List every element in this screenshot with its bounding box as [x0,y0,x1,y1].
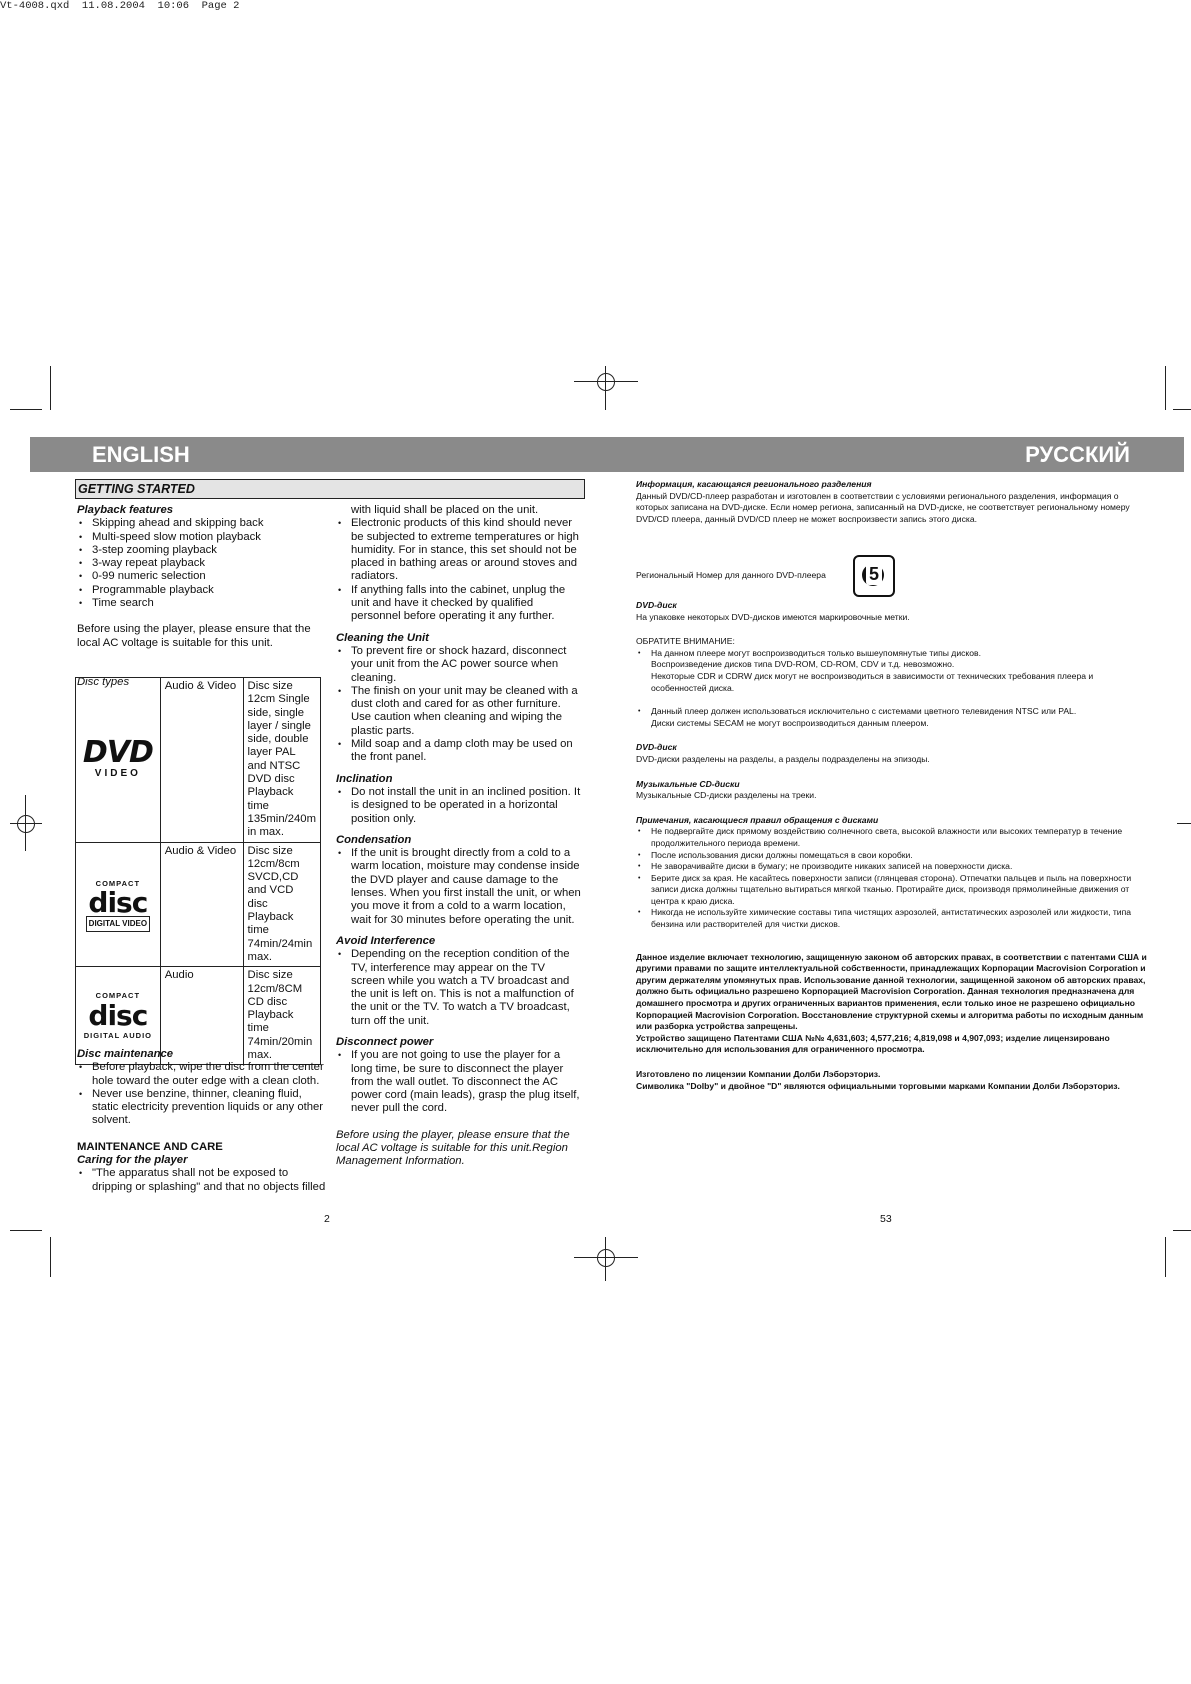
list-item: • The finish on your unit may be cleaned with a dust cloth and cared for as other furniture. Use caution when cleaning and wiping the plastic parts. [336,685,582,738]
list-item: • If the unit is brought directly from a cold to a warm location, moisture may condense inside the DVD player and cause damage to the lenses. When you first install the unit, or when you move it from a cold to a warm location, wait for 30 minutes before operating the unit. [336,847,582,927]
cleaning-list [336,645,582,765]
page-number-left: 2 [324,1213,330,1225]
disconnect-list [336,1049,582,1115]
region-globe-icon [853,555,895,597]
inclination-list [336,786,582,826]
condensation-title: Condensation [336,833,412,846]
crop-mark [1165,366,1166,410]
cd-title: Музыкальные CD-диски [636,778,740,789]
list-item: • Multi-speed slow motion playback [77,531,327,544]
list-item: • Mild soap and a damp cloth may be used on the front panel. [336,738,582,765]
list-item: • Electronic products of this kind should never be subjected to extreme temperatures or high humidity. For in stance, this set should not be placed in bathing areas or around stoves and radiators. [336,517,582,583]
disc-info-cell: Disc size 12cm Single side, single layer / single side, double layer PAL and NTSC DVD disc Playback time 135min/240m in max. [243,678,320,843]
list-item: • Данный плеер должен использоваться исключительно с системами цветного телевидения NTSC или PAL. Диски системы SECAM не могут воспроизводиться данным плеером. [636,706,1148,729]
list-item: • После использования диски должны помещаться в свои коробки. [636,850,1148,862]
english-column-2 [336,504,582,1169]
list-item: • На данном плеере могут воспроизводиться только вышеупомянутые типы дисков. Воспроизведение дисков типа DVD-ROM, CD-ROM, CDV и т.д. невозможно. Некоторые CDR и CDRW диск могут не воспроизводиться в зависимости от технических требования плеера и особенностей диска. [636,648,1148,694]
list-item: • Берите диск за края. Не касайтесь поверхности записи (глянцевая сторона). Отпечатки пальцев и пыль на поверхности записи диска должны тщательно вытираться мягкой тканью. Протирайте диск, производя прямолинейные движения от центра к краю диска. [636,873,1148,908]
list-item: • Не заворачивайте диски в бумагу; не производите никаких записей на поверхности диска. [636,861,1148,873]
disconnect-title: Disconnect power [336,1035,434,1048]
dvd2-title: DVD-диск [636,742,677,753]
voltage-note: Before using the player, please ensure that the local AC voltage is suitable for this unit. [77,623,311,649]
disc-info-cell: Disc size 12cm/8cm SVCD,CD and VCD disc Playback time 74min/24min max. [243,842,320,967]
disc-maintenance-list [77,1061,327,1127]
caring-continued: with liquid shall be placed on the unit. [351,504,539,516]
list-item: • To prevent fire or shock hazard, disconnect your unit from the AC power source when cleaning. [336,645,582,685]
file-slug: Vt-4008.qxd 11.08.2004 10:06 Page 2 [0,0,240,12]
crop-mark [1173,409,1191,410]
list-item: • Depending on the reception condition of the TV, interference may appear on the TV screen while you watch a TV broadcast and the unit is left on. This is not a malfunction of the unit or the TV. To watch a TV broadcast, turn off the unit. [336,948,582,1028]
list-item: • 3-way repeat playback [77,557,327,570]
disc-info-cell: Disc size 12cm/8CM CD disc Playback time 74min/20min max. [243,967,320,1065]
list-item: • Time search [77,597,327,610]
region-number: 5 [866,563,882,585]
region-title: Информация, касающаяся регионального разделения [636,479,872,489]
cd-text: Музыкальные CD-диски разделены на треки. [636,790,817,801]
list-item: • Never use benzine, thinner, cleaning fluid, static electricity prevention liquids or any other solvent. [77,1088,327,1128]
dvd-disc-title: DVD-диск [636,600,677,610]
language-header-band [30,437,1184,472]
list-item: • "The apparatus shall not be exposed to dripping or splashing" and that no objects filled [77,1167,327,1194]
cleaning-title: Cleaning the Unit [336,631,429,644]
disc-type-cell: Audio & Video [160,842,243,967]
interference-title: Avoid Interference [336,934,436,947]
copyright-text: Данное изделие включает технологию, защищенную законом об авторских правах, в соответствии с патентами США и другими правами по защите интеллектуальной собственности, принадлежащих Корпорации Macrovision Corporation и другим держателям упомянутых прав. Использование данной технологии, защищенной законом об авторских правах, должно быть официально разрешено Корпорацией Macrovision Corporation. Данная технология предназначена для домашнего просмотра и других ограниченных вариантов применения, если только иное не разрешено официально Корпорацией Macrovision Corporation. Восстановление структурной схемы и алгоритма работы по исходным данным или разборка устройства запрещены. [636,951,1147,1032]
dolby-line-1: Изготовлено по лицензии Компании Долби Лэборэториз. [636,1069,881,1079]
crop-mark [50,1237,51,1277]
playback-features-list [77,517,327,610]
list-item: • 0-99 numeric selection [77,570,327,583]
page-number-right: 53 [880,1213,892,1225]
disc-types-table [75,677,321,1065]
list-item: • If you are not going to use the player for a long time, be sure to disconnect the player from the wall outlet. To disconnect the AC power cord (main leads), grasp the plug itself, never pull the cord. [336,1049,582,1115]
region-number-label: Региональный Номер для данного DVD-плеера [636,570,826,580]
crop-mark [1165,1237,1166,1277]
section-title: GETTING STARTED [75,479,585,499]
list-item: • Programmable playback [77,584,327,597]
playback-features-title: Playback features [77,504,174,516]
english-column-1-lower [77,1048,327,1194]
registration-mark [1177,823,1191,824]
table-row [76,842,321,967]
russian-column-main [636,600,1148,1092]
caring-list [77,1167,327,1194]
inclination-title: Inclination [336,772,393,785]
list-item: • If anything falls into the cabinet, unplug the unit and have it checked by qualified personnel before operating it any further. [336,584,582,624]
disc-type-cell: Audio & Video [160,678,243,843]
disc-type-cell: Audio [160,967,243,1065]
crop-mark [10,409,42,410]
dvd-video-logo: DVD VIDEO [76,678,161,843]
list-item: • 3-step zooming playback [77,544,327,557]
compact-disc-digital-video-logo: COMPACT disc DIGITAL VIDEO [76,842,161,967]
dvd2-text: DVD-диски разделены на разделы, а разделы подразделены на эпизоды. [636,753,930,764]
list-item: • Skipping ahead and skipping back [77,517,327,530]
header-russian: РУССКИЙ [1025,442,1130,467]
crop-mark [50,366,51,410]
maintenance-title: MAINTENANCE AND CARE [77,1140,223,1153]
english-column-1 [77,504,327,689]
notes-title: Примечания, касающиеся правил обращения с дисками [636,814,879,825]
dvd-disc-text: На упаковке некоторых DVD-дисков имеются маркировочные метки. [636,611,910,622]
list-item: • Не подвергайте диск прямому воздействию солнечного света, высокой влажности или высоких температур в течение продолжительного периода времени. [636,826,1148,849]
registration-mark [17,815,35,833]
russian-column-top [636,479,1148,525]
notes-list [636,826,1148,930]
disc-types-label: Disc types [77,675,130,688]
list-item: • Do not install the unit in an inclined position. It is designed to be operated in a horizontal position only. [336,786,582,826]
registration-mark [597,373,615,391]
registration-mark [597,1249,615,1267]
table-row [76,678,321,843]
list-item: • Никогда не используйте химические составы типа чистящих аэрозолей, антистатических аэрозолей или жидкости, типа бензина или растворителей для чистки дисков. [636,907,1148,930]
attention-title: ОБРАТИТЕ ВНИМАНИЕ: [636,636,735,647]
interference-list [336,948,582,1028]
list-item: • Before playback, wipe the disc from the center hole toward the outer edge with a clean cloth. [77,1061,327,1088]
caring-list-2 [336,517,582,623]
region-text: Данный DVD/CD-плеер разработан и изготовлен в соответствии с условиями регионального разделения, информация о которых записана на DVD-диске. Если номер региона, записанный на DVD-диске, не соответствует региональному номеру DVD/CD плеера, данный DVD/CD плеер не может воспроизвести запись этого диска. [636,490,1130,524]
crop-mark [10,1230,42,1231]
crop-mark [1173,1230,1191,1231]
compact-disc-digital-audio-logo: COMPACT disc DIGITAL AUDIO [76,967,161,1065]
caring-title: Caring for the player [77,1154,188,1167]
header-english: ENGLISH [92,442,190,467]
disc-maintenance-title: Disc maintenance [77,1048,174,1060]
attention-list [636,648,1148,730]
dolby-line-2: Символика "Dolby" и двойное "D" являются официальными торговыми марками Компании Долби Лэборэториз. [636,1080,1120,1091]
condensation-list [336,847,582,927]
patents-text: Устройство защищено Патентами США №№ 4,631,603; 4,577,216; 4,819,098 и 4,907,093; изделие лицензировано исключительно для использования для ограниченного просмотра. [636,1032,1110,1055]
closing-note: Before using the player, please ensure that the local AC voltage is suitable for this unit.Region Management Information. [336,1128,570,1168]
